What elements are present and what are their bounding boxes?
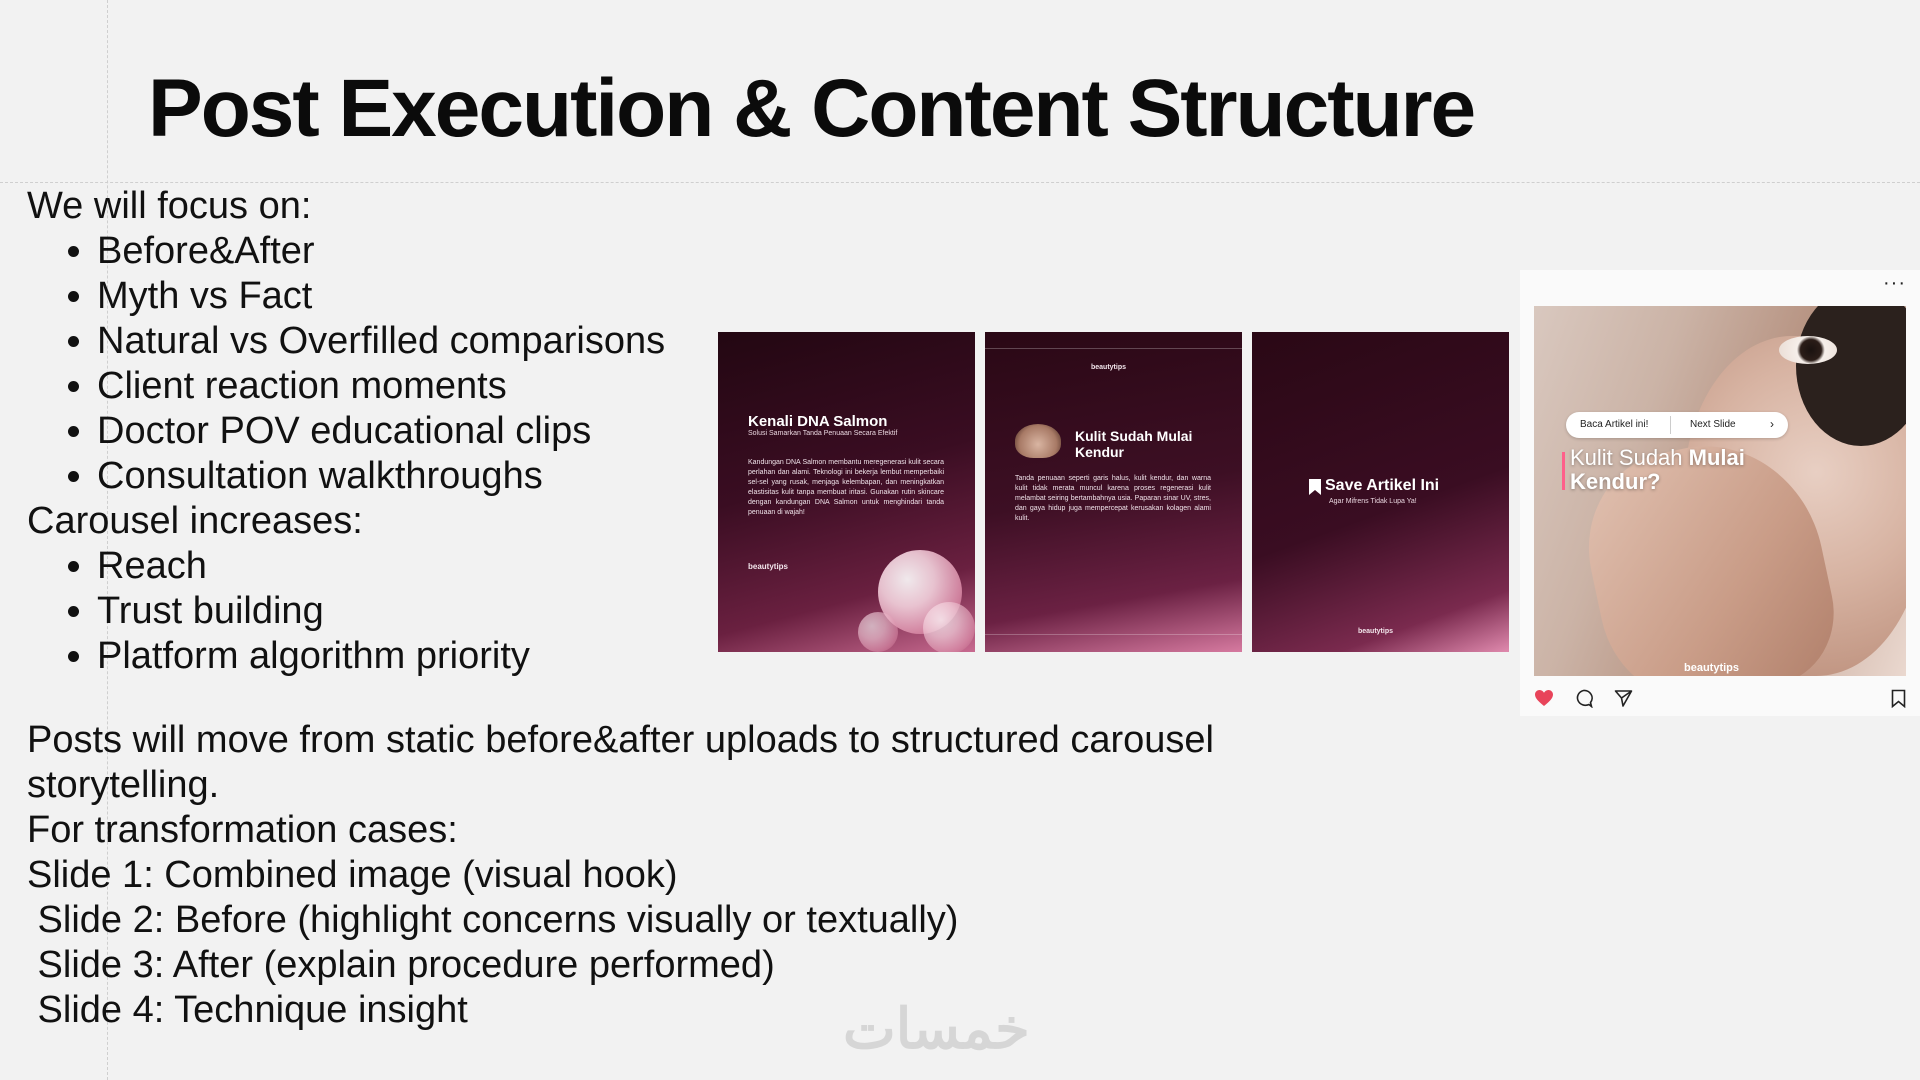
bookmark-icon: [1308, 478, 1322, 496]
molecule-graphic: [858, 612, 898, 652]
guide-line-horizontal: [0, 182, 1920, 183]
post-image: [1534, 306, 1906, 676]
watermark-logo: خمسات: [843, 997, 1030, 1060]
focus-section: [27, 184, 665, 679]
product-tag[interactable]: [1566, 412, 1788, 438]
slide-step-4: Slide 4: Technique insight: [27, 989, 468, 1031]
carousel-slide-2: [985, 332, 1242, 652]
carousel-heading: Carousel increases:: [27, 500, 363, 542]
bookmark-icon[interactable]: [1891, 689, 1906, 708]
overlay-text: Kulit Sudah: [1570, 445, 1689, 470]
list-item: • Client reaction moments: [97, 364, 665, 409]
post-actions: [1534, 688, 1906, 708]
brand-logo: beautytips: [748, 562, 789, 571]
list-item: • Doctor POV educational clips: [97, 409, 665, 454]
heart-icon[interactable]: [1534, 689, 1554, 707]
focus-heading: We will focus on:: [27, 185, 312, 227]
tag-right-label[interactable]: Next Slide: [1690, 419, 1736, 430]
slide-subtitle: Agar Mifrens Tidak Lupa Ya!: [1329, 498, 1417, 505]
divider: [985, 348, 1242, 349]
carousel-slide-3: [1252, 332, 1509, 652]
list-item: • Trust building: [97, 589, 665, 634]
molecule-graphic: [923, 602, 975, 652]
slide-step-1: Slide 1: Combined image (visual hook): [27, 854, 678, 896]
eye-shape: [1779, 336, 1837, 364]
paragraph-line: storytelling.: [27, 764, 220, 806]
list-item: • Before&After: [97, 229, 665, 274]
list-item: • Reach: [97, 544, 665, 589]
paragraph-line: For transformation cases:: [27, 809, 458, 851]
social-post: [1520, 270, 1920, 716]
slide-title: Save Artikel Ini: [1325, 477, 1440, 494]
tag-divider: [1670, 416, 1671, 434]
slide-body: Kandungan DNA Salmon membantu meregenerasi kulit secara perlahan dan alami. Teknologi ini bekerja lembut memperbaiki sel-sel yang rusak, menjaga kelembapan, dan meningkatkan elastisitas kulit tanpa membuat iritasi. Gunakan rutin skincare dengan kandungan DNA Salmon untuk menghindari tanda penuaan di wajah!: [748, 459, 944, 516]
list-item: • Natural vs Overfilled comparisons: [97, 319, 665, 364]
carousel-list: [27, 544, 665, 679]
list-item: • Platform algorithm priority: [97, 634, 665, 679]
slide-body: Tanda penuaan seperti garis halus, kulit kendur, dan warna kulit tidak merata muncul karena proses regenerasi kulit melambat seiring bertambahnya usia. Paparan sinar UV, stres, dan gaya hidup juga mempercepat kerusakan kolagen alami kulit.: [1015, 475, 1211, 522]
list-item: • Myth vs Fact: [97, 274, 665, 319]
page-title: Post Execution & Content Structure: [148, 63, 1475, 154]
overlay-text-bold: Kendur?: [1570, 469, 1661, 494]
divider: [985, 634, 1242, 635]
brand-logo: beautytips: [1358, 628, 1394, 635]
slide-step-2: Slide 2: Before (highlight concerns visually or textually): [27, 899, 959, 941]
more-options-icon[interactable]: ···: [1883, 272, 1906, 294]
paragraph-line: Posts will move from static before&after uploads to structured carousel: [27, 719, 1214, 761]
slide-title: Kulit Sudah Mulai Kendur: [1075, 428, 1193, 460]
accent-bar: [1562, 452, 1565, 490]
brand-logo: beautytips: [1684, 662, 1740, 674]
overlay-title: [1570, 446, 1745, 494]
list-item: • Consultation walkthroughs: [97, 454, 665, 499]
carousel-slide-1: [718, 332, 975, 652]
face-thumbnail: [1015, 424, 1061, 458]
brand-logo: beautytips: [1091, 364, 1127, 371]
focus-list: [27, 229, 665, 499]
chevron-right-icon[interactable]: ›: [1770, 417, 1774, 431]
tag-left-label[interactable]: Baca Artikel ini!: [1580, 419, 1649, 430]
overlay-text-bold: Mulai: [1688, 445, 1745, 470]
share-icon[interactable]: [1614, 689, 1633, 708]
slide-subtitle: Solusi Samarkan Tanda Penuaan Secara Efektif: [748, 430, 898, 437]
slide-step-3: Slide 3: After (explain procedure performed): [27, 944, 775, 986]
slide-title: Kenali DNA Salmon: [748, 413, 888, 430]
comment-icon[interactable]: [1574, 689, 1593, 708]
transformation-paragraph: [27, 718, 1214, 1033]
